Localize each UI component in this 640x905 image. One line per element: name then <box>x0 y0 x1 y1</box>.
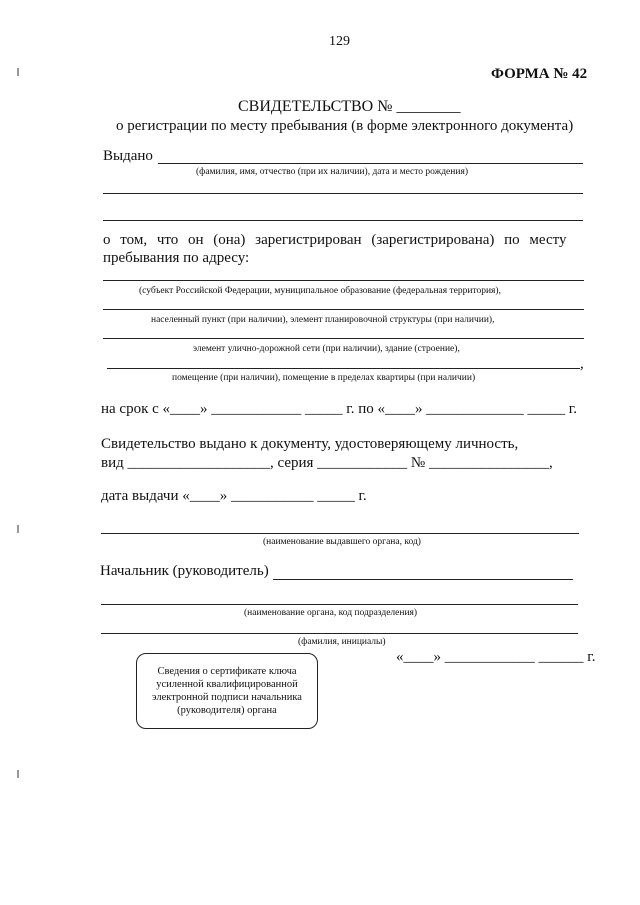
organ-line <box>101 604 578 605</box>
address-comma: , <box>580 356 584 372</box>
chief-label: Начальник (руководитель) <box>100 563 269 579</box>
signature-certificate-box <box>136 653 318 729</box>
address-line-1 <box>103 280 584 281</box>
margin-mark <box>17 525 19 533</box>
page-number: 129 <box>329 34 350 49</box>
registered-text-1: о том, что он (она) зарегистрирован (зарегистрирована) по месту <box>103 232 567 248</box>
caption-initials: (фамилия, инициалы) <box>298 637 386 647</box>
caption-name: (фамилия, имя, отчество (при их наличии), дата и место рождения) <box>196 167 468 177</box>
name-line-2 <box>103 193 583 194</box>
chief-line <box>273 579 573 580</box>
caption-room: помещение (при наличии), помещение в пределах квартиры (при наличии) <box>172 373 476 383</box>
address-line-2 <box>103 309 584 310</box>
document-title: СВИДЕТЕЛЬСТВО № ________ <box>238 98 461 115</box>
caption-subject: (субъект Российской Федерации, муниципальное образование (федеральная территория), <box>139 286 501 296</box>
caption-street: элемент улично-дорожной сети (при наличии), здание (строение), <box>193 344 460 354</box>
stamp-line: усиленной квалифицированной <box>156 679 298 690</box>
registered-text-2: пребывания по адресу: <box>103 250 250 266</box>
caption-locality: населенный пункт (при наличии), элемент планировочной структуры (при наличии), <box>151 315 495 325</box>
address-line-4 <box>107 368 580 369</box>
issuer-line <box>101 533 579 534</box>
doc-text-1: Свидетельство выдано к документу, удостоверяющему личность, <box>101 436 519 452</box>
margin-mark <box>17 770 19 778</box>
margin-mark <box>17 68 19 76</box>
form-label: ФОРМА № 42 <box>491 66 588 82</box>
initials-line <box>101 633 578 634</box>
term-text: на срок с «____» ____________ _____ г. по «____» _____________ _____ г. <box>101 401 577 417</box>
name-line-3 <box>103 220 583 221</box>
issue-date: дата выдачи «____» ___________ _____ г. <box>101 488 367 504</box>
stamp-line: электронной подписи начальника <box>152 692 302 703</box>
caption-issuer: (наименование выдавшего органа, код) <box>263 537 421 547</box>
address-line-3 <box>103 338 584 339</box>
stamp-line: Сведения о сертификате ключа <box>157 666 297 677</box>
sign-date: «____» ____________ ______ г. <box>396 649 596 665</box>
issued-label: Выдано <box>103 148 153 164</box>
caption-organ: (наименование органа, код подразделения) <box>244 608 418 618</box>
name-line <box>158 163 583 164</box>
document-subtitle: о регистрации по месту пребывания (в форме электронного документа) <box>116 118 574 134</box>
doc-text-2: вид ___________________, серия ____________ № ________________, <box>101 455 553 471</box>
stamp-line: (руководителя) органа <box>177 705 277 716</box>
